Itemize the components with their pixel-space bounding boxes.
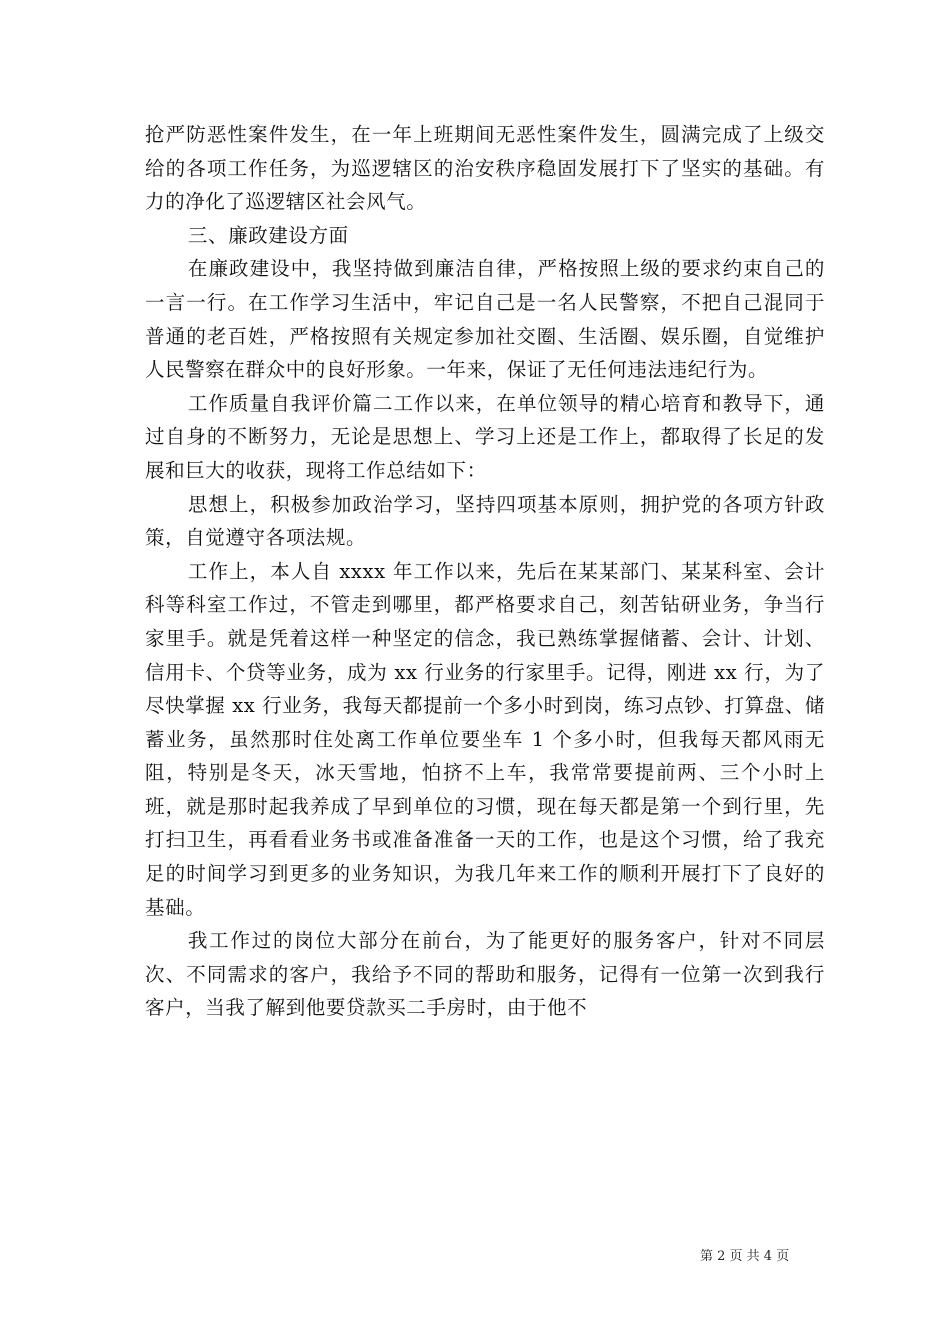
paragraph-ideology: 思想上，积极参加政治学习，坚持四项基本原则，拥护党的各项方针政策，自觉遵守各项法规。 [145,492,825,550]
paragraph-integrity: 在廉政建设中，我坚持做到廉洁自律，严格按照上级的要求约束自己的一言一行。在工作学习生活中，牢记自己是一名人民警察，不把自己混同于普通的老百姓，严格按照有关规定参加社交圈、生活圈、娱乐圈，自觉维护人民警察在群众中的良好形象。一年来，保证了无任何违法违纪行为。 [145,257,825,382]
paragraph-front-desk: 我工作过的岗位大部分在前台，为了能更好的服务客户，针对不同层次、不同需求的客户，我给予不同的帮助和服务，记得有一位第一次到我行客户，当我了解到他要贷款买二手房时，由于他不 [145,929,825,1020]
page-number-footer: 第 2 页 共 4 页 [700,1249,790,1264]
document-body [145,118,825,1025]
paragraph-continuation: 抢严防恶性案件发生，在一年上班期间无恶性案件发生，圆满完成了上级交给的各项工作任务，为巡逻辖区的治安秩序稳固发展打下了坚实的基础。有力的净化了巡逻辖区社会风气。 [145,123,825,214]
paragraph-work: 工作上，本人自 xxxx 年工作以来，先后在某某部门、某某科室、会计科等科室工作过，不管走到哪里，都严格要求自己，刻苦钻研业务，争当行家里手。就是凭着这样一种坚定的信念，我已熟练掌握储蓄、会计、计划、信用卡、个贷等业务，成为 xx 行业务的行家里手。记得，刚进 xx 行，为了尽快掌握 xx 行业务，我每天都提前一个多小时到岗，练习点钞、打算盘、储蓄业务，虽然那时住处离工作单位要坐车 1 个多小时，但我每天都风雨无阻，特别是冬天，冰天雪地，怕挤不上车，我常常要提前两、三个小时上班，就是那时起我养成了早到单位的习惯，现在每天都是第一个到行里，先打扫卫生，再看看业务书或准备准备一天的工作，也是这个习惯，给了我充足的时间学习到更多的业务知识，为我几年来工作的顺利开展打下了良好的基础。 [145,559,825,919]
section-heading: 三、廉政建设方面 [187,223,349,247]
paragraph-self-evaluation: 工作质量自我评价篇二工作以来，在单位领导的精心培育和教导下，通过自身的不断努力，无论是思想上、学习上还是工作上，都取得了长足的发展和巨大的收获，现将工作总结如下： [145,391,825,482]
